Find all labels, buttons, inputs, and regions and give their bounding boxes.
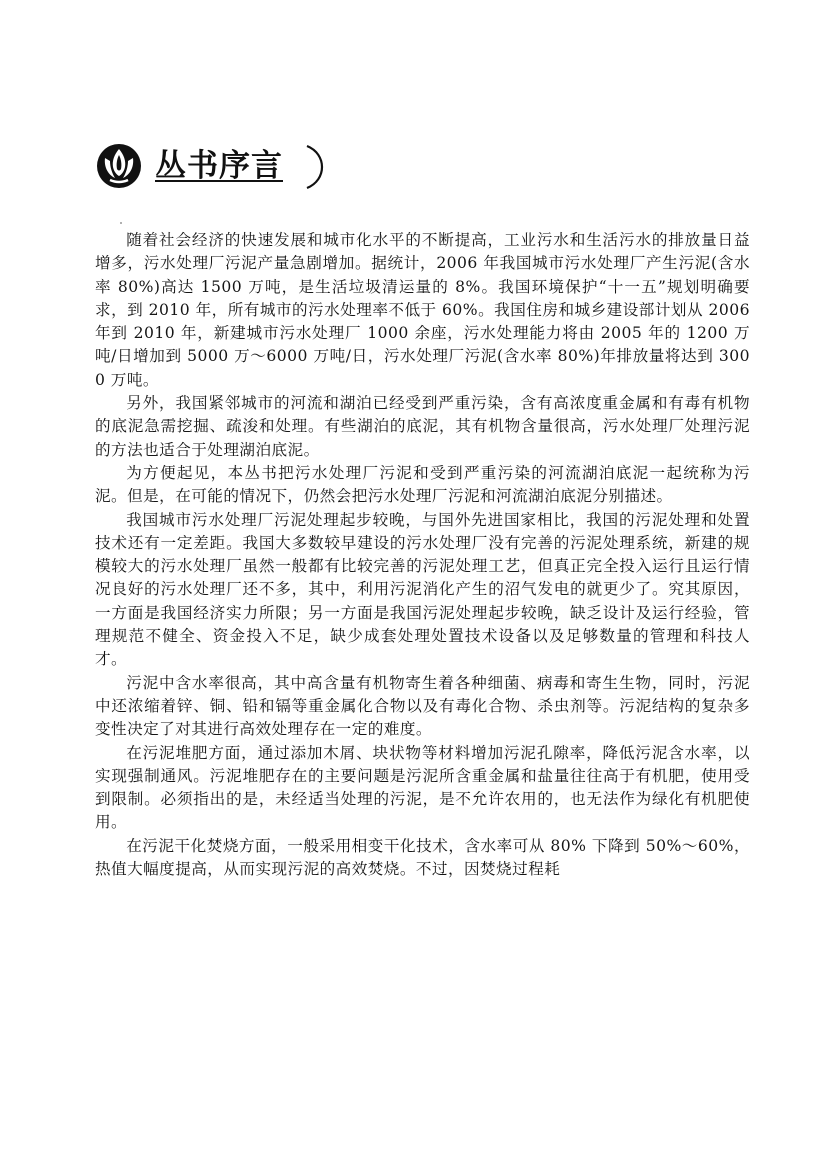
body-text [95, 229, 750, 881]
paragraph: 随着社会经济的快速发展和城市化水平的不断提高，工业污水和生活污水的排放量日益增多，污水处理厂污泥产量急剧增加。据统计，2006 年我国城市污水处理厂产生污泥(含水率 80%)高达 1500 万吨，是生活垃圾清运量的 8%。我国环境保护“十一五”规划明确要求，到 2010 年，所有城市的污水处理率不低于 60%。我国住房和城乡建设部计划从 2006 年到 2010 年，新建城市污水处理厂 1000 余座，污水处理能力将由 2005 年的 1200 万吨/日增加到 5000 万～6000 万吨/日，污水处理厂污泥(含水率 80%)年排放量将达到 3000 万吨。 [95, 231, 750, 389]
paragraph: 污泥中含水率很高，其中高含量有机物寄生着各种细菌、病毒和寄生生物，同时，污泥中还浓缩着锌、铜、铅和镉等重金属化合物以及有毒化合物、杀虫剂等。污泥结构的复杂多变性决定了对其进行高效处理存在一定的难度。 [95, 673, 750, 739]
paragraph: 在污泥干化焚烧方面，一般采用相变干化技术，含水率可从 80% 下降到 50%～60%，热值大幅度提高，从而实现污泥的高效焚烧。不过，因焚烧过程耗 [95, 836, 750, 879]
scan-speck [120, 222, 122, 224]
paragraph: 在污泥堆肥方面，通过添加木屑、块状物等材料增加污泥孔隙率，降低污泥含水率，以实现强制通风。污泥堆肥存在的主要问题是污泥所含重金属和盐量往往高于有机肥，使用受到限制。必须指出的是，未经适当处理的污泥，是不允许农用的，也无法作为绿化有机肥使用。 [95, 743, 750, 832]
heading-title: 丛书序言 [155, 148, 283, 184]
paragraph: 为方便起见，本丛书把污水处理厂污泥和受到严重污染的河流湖泊底泥一起统称为污泥。但是，在可能的情况下，仍然会把污水处理厂污泥和河流湖泊底泥分别描述。 [95, 463, 750, 506]
paragraph: 另外，我国紧邻城市的河流和湖泊已经受到严重污染，含有高浓度重金属和有毒有机物的底泥急需挖掘、疏浚和处理。有些湖泊的底泥，其有机物含量很高，污水处理厂处理污泥的方法也适合于处理湖泊底泥。 [95, 394, 750, 459]
paragraph: 我国城市污水处理厂污泥处理起步较晚，与国外先进国家相比，我国的污泥处理和处置技术还有一定差距。我国大多数较早建设的污水处理厂没有完善的污泥处理系统，新建的规模较大的污水处理厂虽然一般都有比较完善的污泥处理工艺，但真正完全投入运行且运行情况良好的污水处理厂还不多，其中，利用污泥消化产生的沼气发电的就更少了。究其原因，一方面是我国经济实力所限；另一方面是我国污泥处理起步较晚，缺乏设计及运行经验，管理规范不健全、资金投入不足，缺少成套处理处置技术设备以及足够数量的管理和科技人才。 [95, 510, 750, 669]
section-heading [95, 140, 335, 194]
